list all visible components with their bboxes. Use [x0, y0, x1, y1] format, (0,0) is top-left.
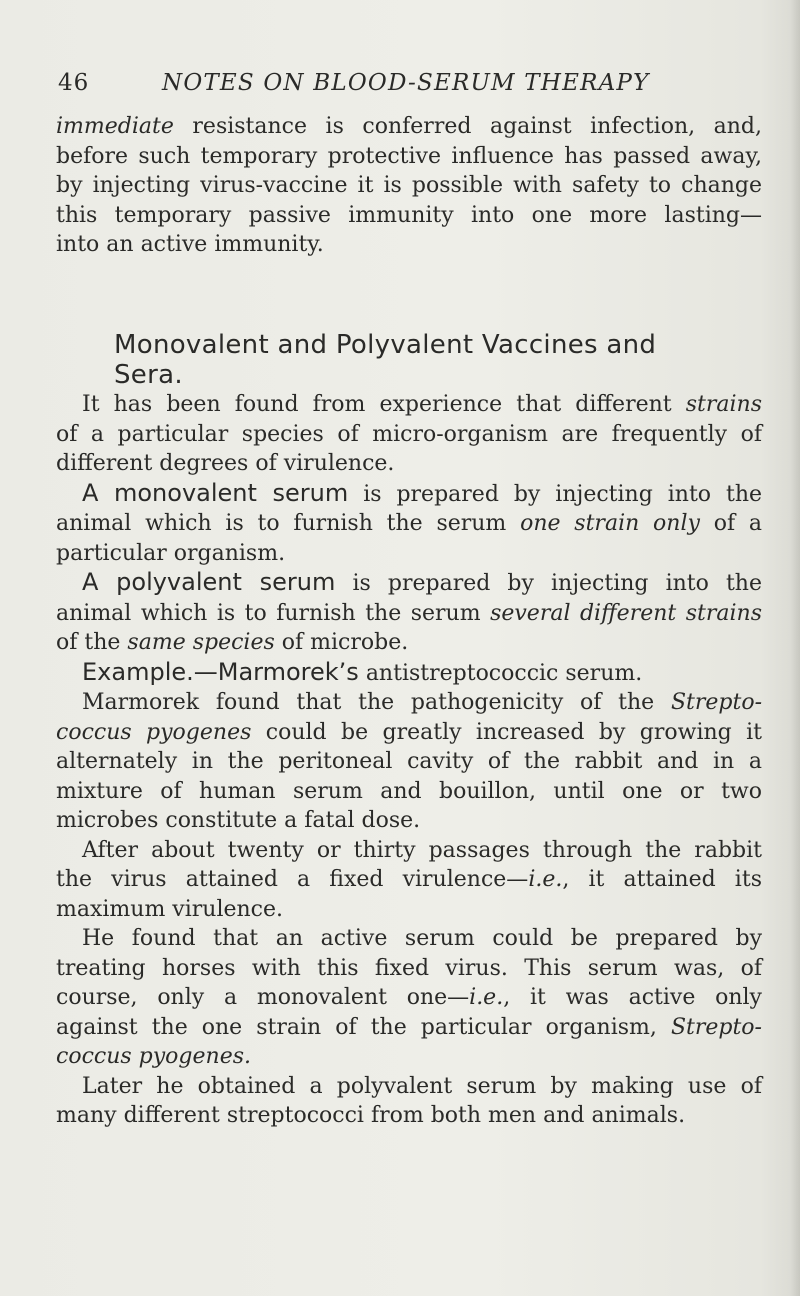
section-heading: Monovalent and Polyvalent Vaccines and Sera. — [114, 330, 657, 390]
text-line: After about twenty or thirty passages through the rabbit — [82, 837, 762, 863]
text-line: A polyvalent serum is prepared by injecting into the — [82, 568, 762, 596]
page-number: 46 — [58, 70, 90, 96]
running-head: NOTES ON BLOOD-SERUM THERAPY — [162, 70, 650, 96]
page-edge-shadow — [790, 0, 800, 1296]
text-line: coccus pyogenes. — [56, 1044, 251, 1069]
text-line: Later he obtained a polyvalent serum by making use of — [82, 1073, 762, 1099]
page-header — [58, 70, 758, 104]
text-line: coccus pyogenes could be greatly increased by growing it — [56, 719, 762, 745]
text-line: the virus attained a fixed virulence—i.e., it attained its — [56, 867, 762, 892]
text-line: He found that an active serum could be prepared by — [82, 926, 762, 951]
text-line: many different streptococci from both men and animals. — [56, 1103, 686, 1128]
text-line: treating horses with this fixed virus. This serum was, of — [56, 955, 762, 981]
text-line: course, only a monovalent one—i.e., it was active only — [56, 985, 762, 1010]
text-line: Example.—Marmorek’s antistreptococcic serum. — [82, 657, 643, 686]
text-line: animal which is to furnish the serum several different strains — [56, 600, 762, 626]
text-line: Marmorek found that the pathogenicity of the Strepto- — [82, 690, 763, 715]
text-line: this temporary passive immunity into one more lasting— — [56, 202, 762, 228]
text-line: by injecting virus-vaccine it is possible with safety to change — [56, 173, 762, 198]
text-line: against the one strain of the particular organism, Strepto- — [56, 1014, 762, 1040]
text-line: immediate resistance is conferred against infection, and, — [56, 114, 762, 139]
text-line: alternately in the peritoneal cavity of the rabbit and in a — [56, 749, 762, 774]
text-line: maximum virulence. — [56, 896, 284, 922]
text-line: of the same species of microbe. — [56, 630, 409, 655]
text-line: of a particular species of micro-organism are frequently of — [56, 421, 762, 447]
text-line: microbes constitute a fatal dose. — [56, 808, 421, 833]
text-line: A monovalent serum is prepared by injecting into the — [82, 478, 763, 507]
text-line: into an active immunity. — [56, 232, 324, 257]
text-line: animal which is to furnish the serum one strain only of a — [56, 511, 762, 536]
text-line: particular organism. — [56, 540, 286, 566]
text-line: before such temporary protective influence has passed away, — [56, 143, 762, 169]
intro-paragraph — [56, 112, 762, 260]
text-line: different degrees of virulence. — [56, 451, 395, 476]
text-line: mixture of human serum and bouillon, until one or two — [56, 778, 762, 804]
text-line: It has been found from experience that different strains — [82, 392, 762, 417]
body-text — [56, 390, 762, 1131]
